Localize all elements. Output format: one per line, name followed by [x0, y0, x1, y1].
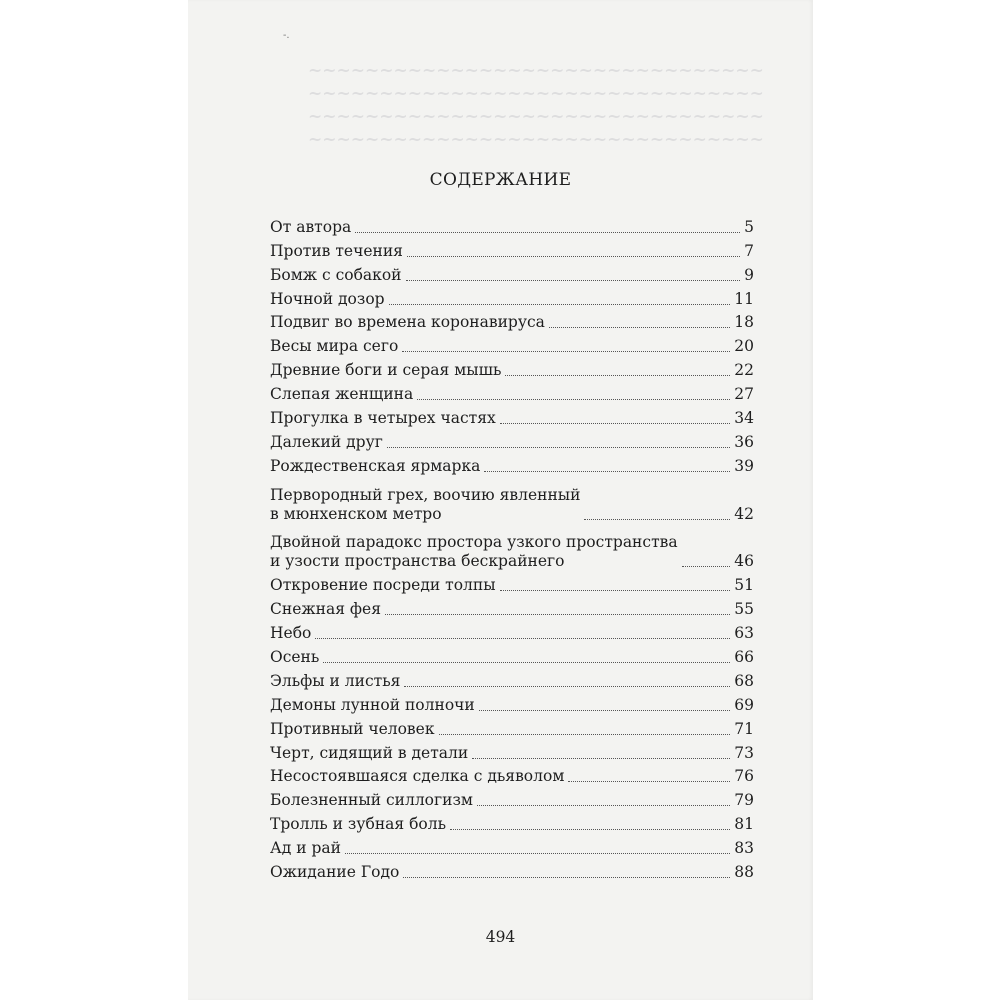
toc-leader-dots	[484, 471, 730, 472]
toc-leader-dots	[568, 781, 730, 782]
toc-entry-page: 46	[734, 552, 754, 571]
toc-entry-title-line: Бомж с собакой	[270, 265, 402, 284]
toc-entry-page: 22	[734, 361, 754, 380]
toc-entry-title-line: От автора	[270, 217, 352, 236]
toc-entry-title	[270, 486, 580, 524]
toc-entry-title	[270, 218, 351, 237]
toc-entry	[270, 309, 754, 333]
toc-leader-dots	[477, 805, 730, 806]
toc-entry	[270, 715, 754, 739]
toc-leader-dots	[472, 758, 730, 759]
toc-entry-title	[270, 744, 468, 763]
toc-entry-page: 69	[734, 695, 754, 714]
toc-entry-page: 34	[734, 409, 754, 428]
toc-entry-page: 83	[734, 839, 754, 858]
toc-entry-title-line: Далекий друг	[270, 432, 383, 451]
toc-entry-title-line: Подвиг во времена коронавируса	[270, 313, 545, 332]
toc-entry-title	[270, 767, 564, 786]
toc-entry	[270, 452, 754, 476]
toc-entry-page: 27	[734, 385, 754, 404]
toc-leader-dots	[439, 734, 731, 735]
toc-entry-title	[270, 433, 383, 452]
toc-entry-title-line: Рождественская ярмарка	[270, 456, 481, 475]
toc-entry-title	[270, 533, 678, 571]
toc-entry-page: 71	[734, 719, 754, 738]
toc-leader-dots	[389, 304, 731, 305]
toc-leader-dots	[385, 614, 730, 615]
toc-entry-title-line: Весы мира сего	[270, 337, 399, 356]
toc-leader-dots	[345, 853, 730, 854]
toc-leader-dots	[402, 351, 730, 352]
toc-entry	[270, 404, 754, 428]
toc-entry	[270, 237, 754, 261]
toc-entry-title-line: Двойной парадокс простора узкого пространства	[270, 533, 678, 552]
toc-entry	[270, 739, 754, 763]
toc-leader-dots	[406, 280, 741, 281]
toc-entry-title-line: Откровение посреди толпы	[270, 576, 496, 595]
toc-entry-page: 66	[734, 647, 754, 666]
toc-leader-dots	[387, 447, 730, 448]
toc-entry	[270, 356, 754, 380]
toc-entry	[270, 380, 754, 404]
toc-entry-title-line: Слепая женщина	[270, 385, 414, 404]
toc-entry	[270, 524, 754, 572]
toc-entry-page: 55	[734, 600, 754, 619]
toc-entry	[270, 332, 754, 356]
toc-entry-title	[270, 242, 403, 261]
toc-leader-dots	[407, 256, 740, 257]
toc-entry-title-line: Болезненный силлогизм	[270, 791, 473, 810]
toc-entry	[270, 476, 754, 524]
table-of-contents	[270, 213, 754, 882]
toc-entry-title	[270, 863, 399, 882]
toc-leader-dots	[584, 519, 730, 520]
toc-entry-page: 5	[744, 217, 754, 236]
toc-entry-title	[270, 290, 385, 309]
toc-entry-title	[270, 839, 341, 858]
toc-entry-title-line: Несостоявшаяся сделка с дьяволом	[270, 767, 565, 786]
toc-entry	[270, 643, 754, 667]
toc-entry-title	[270, 720, 435, 739]
toc-title: СОДЕРЖАНИЕ	[429, 170, 572, 190]
toc-entry-page: 81	[734, 815, 754, 834]
toc-leader-dots	[404, 686, 730, 687]
ink-speck: -.	[283, 30, 290, 41]
toc-entry	[270, 619, 754, 643]
toc-entry-page: 79	[734, 791, 754, 810]
toc-leader-dots	[450, 829, 730, 830]
toc-entry	[270, 428, 754, 452]
toc-entry-title	[270, 648, 319, 667]
toc-entry-title-line: Осень	[270, 647, 320, 666]
toc-entry	[270, 261, 754, 285]
toc-entry	[270, 595, 754, 619]
toc-entry-page: 20	[734, 337, 754, 356]
toc-entry-title-line: и узости пространства бескрайнего	[270, 552, 565, 571]
toc-entry-title	[270, 600, 381, 619]
toc-entry-title	[270, 409, 496, 428]
toc-entry-title-line: Ночной дозор	[270, 289, 385, 308]
toc-entry-page: 68	[734, 671, 754, 690]
toc-entry	[270, 810, 754, 834]
bleed-through-text: ~~~~~~~~~~~~~~~~~~~~~~~~~~~~~~~~ ~~~~~~~~~~~~~~~~~~~~~~~~~~~~~~~~ ~~~~~~~~~~~~~~~~~~~~~~~~~~~~~~~~ ~~~~~~~~~~~~~~~~~~~~~~~~~~~~~~~~	[308, 61, 764, 150]
toc-entry-page: 42	[734, 504, 754, 523]
toc-entry-page: 9	[744, 265, 754, 284]
toc-entry-title	[270, 672, 400, 691]
toc-leader-dots	[549, 327, 730, 328]
toc-entry-page: 7	[744, 241, 754, 260]
toc-entry	[270, 763, 754, 787]
toc-entry-title-line: Эльфы и листья	[270, 671, 401, 690]
toc-entry-title	[270, 815, 446, 834]
toc-entry-page: 36	[734, 432, 754, 451]
toc-entry-title-line: Снежная фея	[270, 600, 381, 619]
toc-entry	[270, 285, 754, 309]
toc-entry	[270, 213, 754, 237]
toc-entry-title-line: Древние боги и серая мышь	[270, 361, 502, 380]
toc-leader-dots	[500, 590, 731, 591]
toc-entry-page: 18	[734, 313, 754, 332]
toc-leader-dots	[505, 375, 730, 376]
toc-leader-dots	[355, 232, 740, 233]
toc-entry-title	[270, 696, 475, 715]
toc-entry-title	[270, 266, 402, 285]
toc-leader-dots	[682, 566, 731, 567]
toc-entry-page: 76	[734, 767, 754, 786]
toc-leader-dots	[417, 399, 730, 400]
toc-entry-page: 63	[734, 624, 754, 643]
toc-entry-title	[270, 457, 480, 476]
book-page	[188, 0, 813, 1000]
toc-entry	[270, 786, 754, 810]
toc-leader-dots	[323, 662, 730, 663]
toc-entry	[270, 834, 754, 858]
toc-entry-page: 11	[734, 289, 754, 308]
toc-entry-title	[270, 313, 545, 332]
toc-entry-title-line: Против течения	[270, 241, 403, 260]
toc-leader-dots	[479, 710, 731, 711]
toc-entry-title-line: Черт, сидящий в детали	[270, 743, 469, 762]
toc-entry-title	[270, 791, 473, 810]
toc-entry	[270, 571, 754, 595]
toc-entry-title-line: Ад и рай	[270, 839, 341, 858]
toc-entry-title	[270, 337, 398, 356]
toc-leader-dots	[403, 877, 730, 878]
page-number: 494	[485, 928, 516, 946]
toc-entry-page: 39	[734, 456, 754, 475]
toc-entry-title-line: Тролль и зубная боль	[270, 815, 447, 834]
toc-entry-title	[270, 576, 496, 595]
toc-entry	[270, 691, 754, 715]
toc-entry	[270, 667, 754, 691]
toc-leader-dots	[500, 423, 731, 424]
toc-entry-title-line: Первородный грех, воочию явленный	[270, 485, 581, 504]
toc-entry-page: 51	[734, 576, 754, 595]
toc-entry	[270, 858, 754, 882]
toc-entry-title-line: Ожидание Годо	[270, 862, 400, 881]
toc-entry-title-line: Небо	[270, 624, 312, 643]
toc-entry-title-line: Прогулка в четырех частях	[270, 409, 496, 428]
toc-entry-page: 88	[734, 862, 754, 881]
toc-entry-title-line: Демоны лунной полночи	[270, 695, 475, 714]
toc-entry-title	[270, 361, 501, 380]
toc-entry-title-line: Противный человек	[270, 719, 435, 738]
toc-entry-title	[270, 385, 413, 404]
toc-leader-dots	[315, 638, 730, 639]
toc-entry-page: 73	[734, 743, 754, 762]
toc-entry-title	[270, 624, 311, 643]
toc-entry-title-line: в мюнхенском метро	[270, 504, 442, 523]
